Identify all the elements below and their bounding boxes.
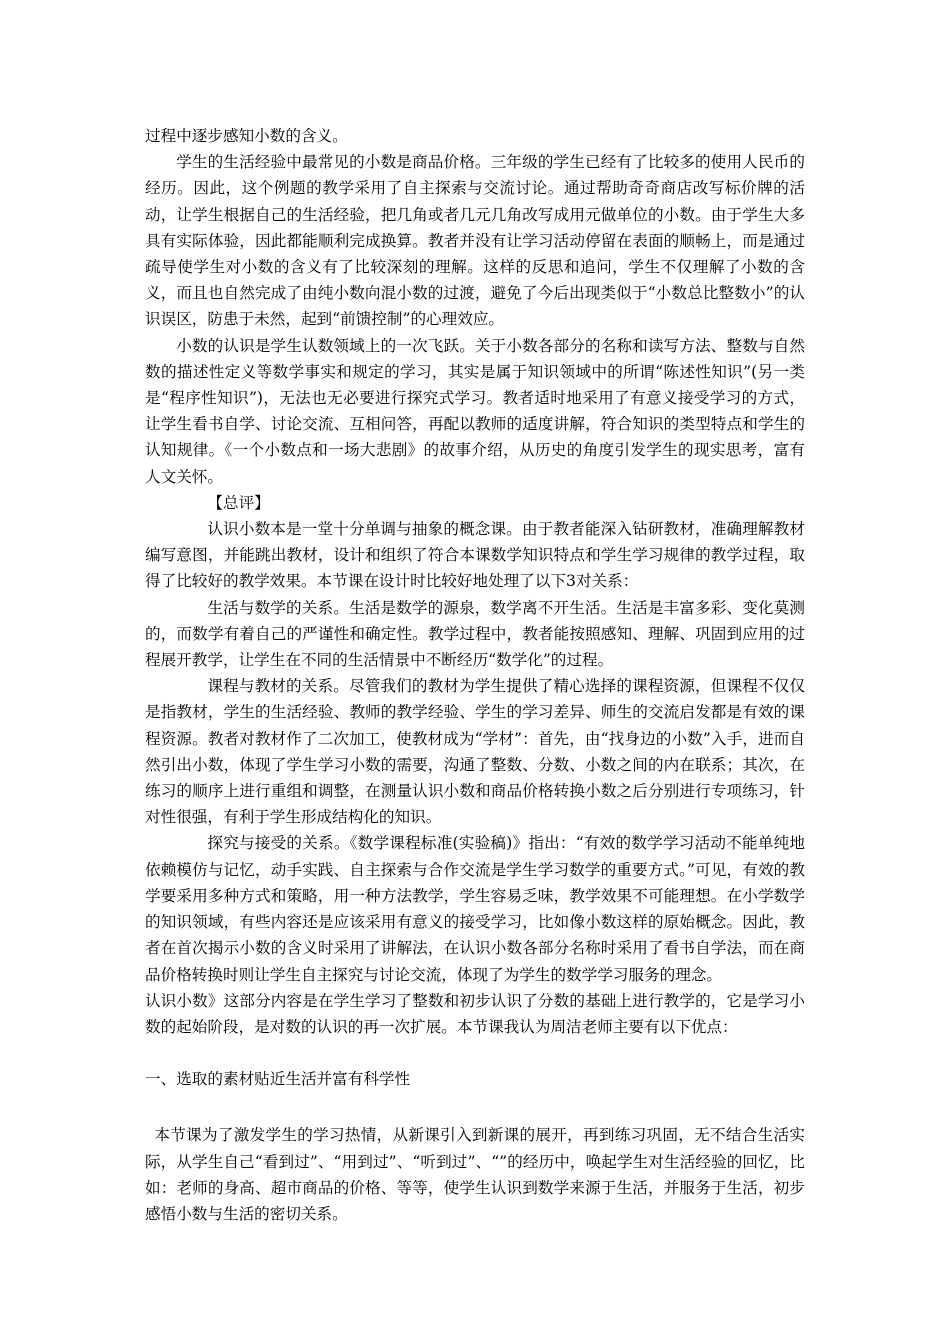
paragraph-continuation: 过程中逐步感知小数的含义。	[145, 127, 348, 145]
paragraph-material-life: 本节课为了激发学生的学习热情，从新课引入到新课的展开，再到练习巩固，无不结合生活实际，从学生自己“看到过”、“用到过”、“听到过”、“”的经历中，唤起学生对生活经验的回忆，比如：老师的身高、超市商品的价格、等等，使学生认识到数学来源于生活，并服务于生活，初步感悟小数与生活的密切关系。	[145, 1126, 805, 1223]
document-body	[145, 123, 805, 1227]
paragraph-life-and-math: 生活与数学的关系。生活是数学的源泉，数学离不开生活。生活是丰富多彩、变化莫测的，而数学有着自己的严谨性和确定性。教学过程中，教者能按照感知、理解、巩固到应用的过程展开教学，让学生在不同的生活情景中不断经历“数学化”的过程。	[145, 598, 805, 670]
paragraph-explore-and-accept: 探究与接受的关系。《数学课程标准(实验稿)》指出：“有效的数学学习活动不能单纯地依赖模仿与记忆，动手实践、自主探索与合作交流是学生学习数学的重要方式。”可见，有效的教学要采用多种方式和策略，用一种方法教学，学生容易乏味，教学效果不可能理想。在小学数学的知识领域，有些内容还是应该采用有意义的接受学习，比如像小数这样的原始概念。因此，教者在首次揭示小数的含义时采用了讲解法，在认识小数各部分名称时采用了看书自学法，而在商品价格转换时则让学生自主探究与讨论交流，体现了为学生的数学学习服务的理念。	[145, 834, 805, 984]
paragraph-lesson-overview: 认识小数》这部分内容是在学生学习了整数和初步认识了分数的基础上进行教学的，它是学习小数的起始阶段，是对数的认识的再一次扩展。本节课我认为周洁老师主要有以下优点：	[145, 991, 805, 1036]
paragraph-decimal-leap: 小数的认识是学生认数领域上的一次飞跃。关于小数各部分的名称和读写方法、整数与自然数的描述性定义等数学事实和规定的学习，其实是属于知识领域中的所谓“陈述性知识”(另一类是“程序性知识”)，无法也无必要进行探究式学习。教者适时地采用了有意义接受学习的方式，让学生看书自学、讨论交流、互相问答，再配以教师的适度讲解，符合知识的类型特点和学生的认知规律。《一个小数点和一场大悲剧》的故事介绍，从历史的角度引发学生的现实思考，富有人文关怀。	[145, 336, 805, 486]
paragraph-price-example: 学生的生活经验中最常见的小数是商品价格。三年级的学生已经有了比较多的使用人民币的经历。因此，这个例题的教学采用了自主探索与交流讨论。通过帮助奇奇商店改写标价牌的活动，让学生根据自己的生活经验，把几角或者几元几角改写成用元做单位的小数。由于学生大多具有实际体验，因此都能顺利完成换算。教者并没有让学习活动停留在表面的顺畅上，而是通过疏导使学生对小数的含义有了比较深刻的理解。这样的反思和追问，学生不仅理解了小数的含义，而且也自然完成了由纯小数向混小数的过渡，避免了今后出现类似于“小数总比整数小”的认识误区，防患于未然，起到“前馈控制”的心理效应。	[145, 153, 805, 329]
paragraph-course-and-textbook: 课程与教材的关系。尽管我们的教材为学生提供了精心选择的课程资源，但课程不仅仅是指教材，学生的生活经验、教师的教学经验、学生的学习差异、师生的交流启发都是有效的课程资源。教者对教材作了二次加工，使教材成为“学材”：首先，由“找身边的小数”入手，进而自然引出小数，体现了学生学习小数的需要，沟通了整数、分数、小数之间的内在联系；其次，在练习的顺序上进行重组和调整，在测量认识小数和商品价格转换小数之后分别进行专项练习，针对性很强，有利于学生形成结构化的知识。	[145, 677, 805, 827]
paragraph-summary-intro: 认识小数本是一堂十分单调与抽象的概念课。由于教者能深入钻研教材，准确理解教材编写意图，并能跳出教材，设计和组织了符合本课数学知识特点和学生学习规律的教学过程，取得了比较好的教学效果。本节课在设计时比较好地处理了以下3对关系：	[145, 520, 805, 591]
section-heading-summary: 【总评】	[207, 493, 270, 512]
section-heading-one: 一、选取的素材贴近生活并富有科学性	[145, 1070, 411, 1089]
